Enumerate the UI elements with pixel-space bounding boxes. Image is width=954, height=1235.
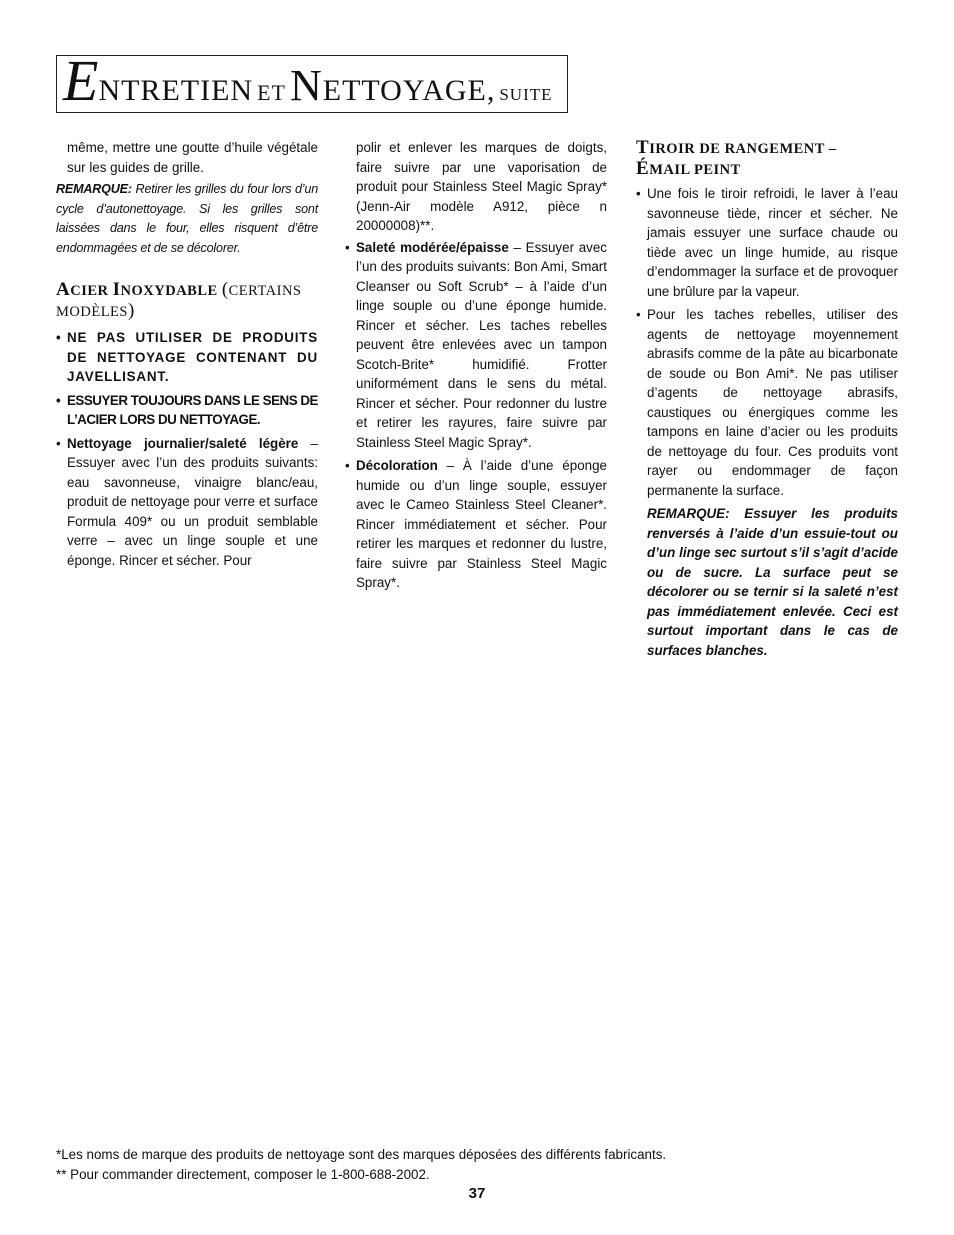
footnote: *Les noms de marque des produits de nettoyage sont des marques déposées des différents fabricants. bbox=[56, 1147, 667, 1162]
remark bbox=[56, 180, 318, 258]
title-suffix: SUITE bbox=[499, 85, 553, 104]
page-number: 37 bbox=[468, 1185, 486, 1202]
column-3 bbox=[636, 138, 898, 660]
remark: REMARQUE: Essuyer les produits renversés à l’aide d’un essuie-tout ou d’un linge sec surtout s’il s’agit d’acide ou de sucre. La surface peut se décolorer ou se ternir si la saleté n’est pas immédiatement enlevée. Ceci est surtout important dans le cas de surfaces blanches. bbox=[647, 506, 898, 658]
heading-word: NOXYDABLE bbox=[120, 283, 218, 299]
heading-initial: É bbox=[636, 158, 650, 179]
heading-initial: T bbox=[636, 137, 650, 158]
column-1 bbox=[56, 138, 318, 570]
continued-text: polir et enlever les marques de doigts, faire suivre par une vaporisation de produit pour Stainless Steel Magic Spray* (Jenn-Air modèle A912, pièce n 20000008)**. bbox=[356, 140, 607, 233]
bullet-list bbox=[345, 238, 607, 593]
heading-word: IROIR DE RANGEMENT – bbox=[649, 141, 837, 157]
list-item: • Pour les taches rebelles, utiliser des agents de nettoyage moyennement abrasifs comme de la pâte au bicarbonate de soude ou Bon Ami*. Ne pas utiliser d’agents de nettoyage abrasifs, caustiques ou énergiques comme les tampons en laine d’acier ou les produits de nettoyage du four. Ces produits vont rayer ou endommager de façon permanente la surface. bbox=[636, 305, 898, 500]
bullet-list bbox=[56, 328, 318, 570]
section-heading-tiroir bbox=[636, 138, 898, 180]
remark-label: REMARQUE: bbox=[56, 182, 132, 196]
heading-paren: ( bbox=[221, 279, 229, 300]
heading-word: CERTAINS bbox=[228, 283, 302, 299]
heading-word: MODÈLES bbox=[56, 304, 128, 320]
list-item: • Une fois le tiroir refroidi, le laver à l’eau savonneuse tiède, rincer et sécher. Ne jamais essuyer une surface chaude ou tiède avec un linge humide, au risque d’endommager la surface et de provoquer une brûlure par la vapeur. bbox=[636, 184, 898, 301]
bullet-list bbox=[636, 184, 898, 500]
title-word-et: ET bbox=[257, 80, 286, 105]
list-item-text: – Essuyer avec l’un des produits suivants: eau savonneuse, vinaigre blanc/eau, produit de nettoyage pour verre et surface Formula 409* ou un produit semblable verre – avec un linge souple et une éponge. Rincer et sécher. Pour bbox=[67, 435, 318, 568]
remark-text: Retirer les grilles du four lors d’un cycle d’autonettoyage. Si les grilles sont laissées dans le four, elles risquent d’être endommagées et de se décolorer. bbox=[56, 182, 318, 255]
title-word-entretien: NTRETIEN bbox=[98, 74, 254, 107]
heading-word: MAIL PEINT bbox=[649, 162, 741, 178]
list-item-lead: Nettoyage journalier/saleté légère bbox=[67, 435, 299, 451]
continued-text: même, mettre une goutte d’huile végétale sur les guides de grille. bbox=[67, 140, 318, 175]
list-item-text: – Essuyer avec l’un des produits suivants: Bon Ami, Smart Cleanser ou Soft Scrub* – à l’aide d’un linge souple ou d’une éponge humide. Rincer et sécher. Les taches rebelles peuvent être enlevées avec un tampon Scotch-Brite* humidifié. Frotter uniformément dans le sens du métal. Rincer et sécher. Pour redonner du lustre et retirer les rayures, faire suivre par Stainless Steel Magic Spray*. bbox=[356, 239, 607, 450]
list-item bbox=[345, 238, 607, 453]
title-initial-2: N bbox=[289, 61, 323, 110]
column-2 bbox=[345, 138, 607, 593]
heading-word: CIER bbox=[70, 283, 109, 299]
list-item-lead: Décoloration bbox=[356, 458, 438, 473]
footnotes bbox=[56, 1145, 666, 1184]
heading-paren: ) bbox=[127, 300, 135, 321]
list-item-lead: Saleté modérée/épaisse bbox=[356, 239, 509, 255]
footnote: ** Pour commander directement, composer le 1-800-688-2002. bbox=[56, 1166, 430, 1182]
list-item: • ESSUYER TOUJOURS DANS LE SENS DE L’ACIER LORS DU NETTOYAGE. bbox=[56, 391, 318, 430]
heading-initial: I bbox=[112, 279, 121, 300]
list-item-text: – À l’aide d’une éponge humide ou d’un linge souple, essuyer avec le Cameo Stainless Steel Cleaner*. Rincer immédiatement et sécher. Pour retirer les marques et redonner du lustre, faire suivre par Stainless Steel Magic Spray*. bbox=[356, 458, 607, 590]
section-heading-acier-inoxydable bbox=[56, 280, 318, 322]
title-initial: E bbox=[63, 48, 99, 113]
list-item bbox=[56, 434, 318, 571]
title-word-nettoyage: ETTOYAGE, bbox=[322, 74, 496, 107]
page-title-box bbox=[56, 48, 568, 113]
page-title bbox=[63, 48, 553, 113]
list-item bbox=[345, 456, 607, 593]
heading-initial: A bbox=[56, 279, 71, 300]
list-item: • NE PAS UTILISER DE PRODUITS DE NETTOYAGE CONTENANT DU JAVELLISANT. bbox=[56, 328, 318, 387]
